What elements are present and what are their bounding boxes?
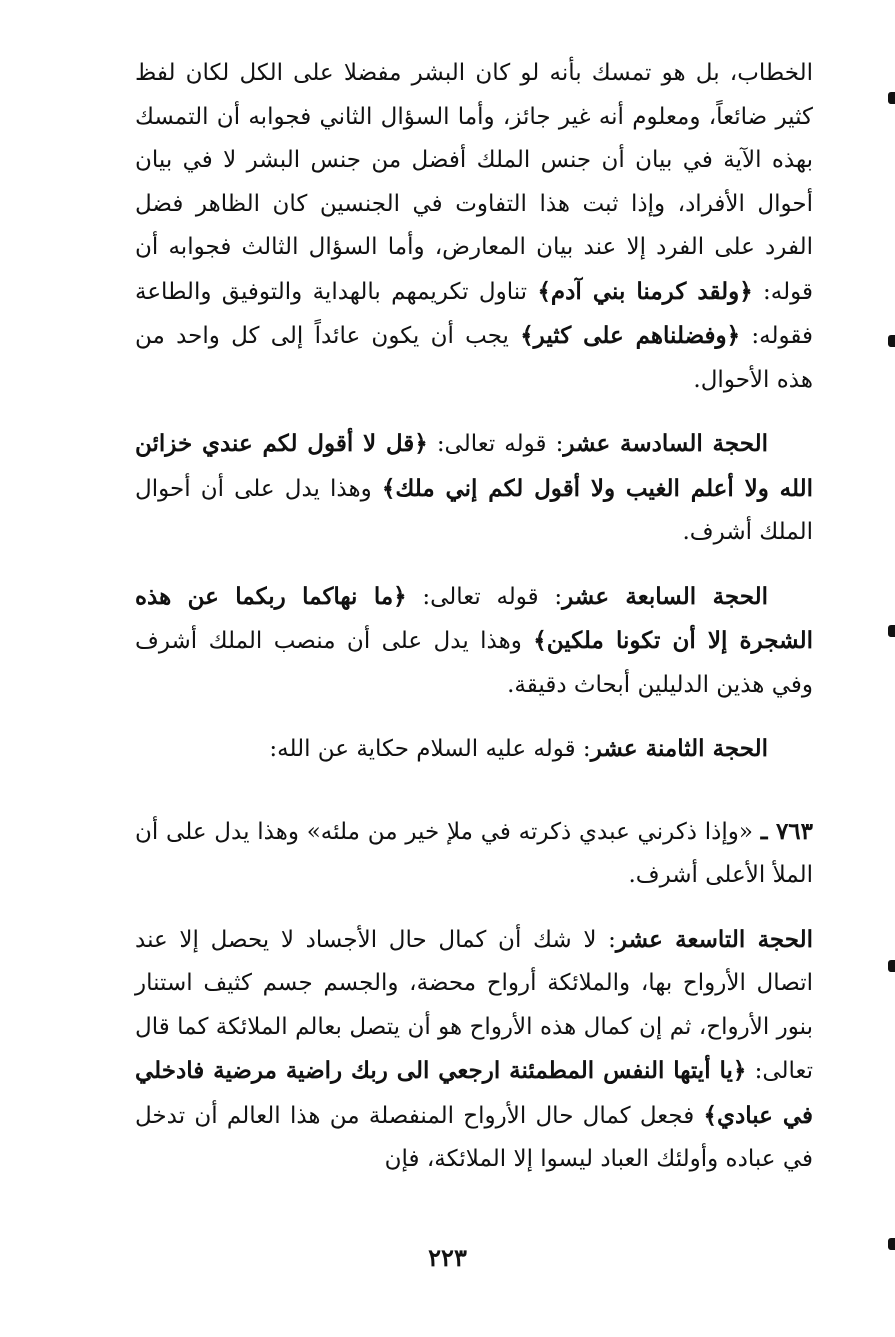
text-segment: فجعل كمال حال الأرواح المنفصلة من هذا العالم أن تدخل في عباده وأولئك العباد ليسوا إلا الملائكة، فإن — [135, 1102, 813, 1172]
text-segment: تناول تكريمهم بالهداية والتوفيق والطاعة فقوله: — [135, 278, 813, 349]
bold-text-segment: ٧٦٣ ـ — [760, 817, 814, 845]
hadith-763 — [135, 810, 813, 898]
bold-text-segment: ﴿ما نهاكما ربكما عن هذه الشجرة إلا أن تكونا ملكين﴾ — [135, 582, 814, 654]
text-segment: وهذا يدل على أن أحوال الملك أشرف. — [135, 475, 813, 545]
paragraph-6 — [135, 918, 813, 1182]
page-body — [135, 52, 813, 1182]
bold-text-segment: الحجة التاسعة عشر — [615, 925, 814, 953]
text-segment: : لا شك أن كمال حال الأجساد لا يحصل إلا عند اتصال الأرواح بها، والملائكة أرواح محضة، والجسم جسم كثيف استنار بنور الأرواح، ثم إن كمال هذه الأرواح هو أن يتصل بعالم الملائكة كما قال تعالى: — [135, 926, 813, 1084]
bold-text-segment: ﴿ولقد كرمنا بني آدم﴾ — [537, 277, 753, 305]
scan-edge-mark — [888, 1238, 895, 1250]
paragraph-1 — [135, 52, 813, 402]
text-segment: وهذا يدل على أن منصب الملك أشرف وفي هذين الدليلين أبحاث دقيقة. — [135, 628, 813, 698]
page-number: ٢٢٣ — [428, 1243, 467, 1272]
paragraph-3 — [135, 575, 813, 708]
text-segment: الخطاب، بل هو تمسك بأنه لو كان البشر مفضلا على الكل لكان لفظ كثير ضائعاً، ومعلوم أنه غير جائز، وأما السؤال الثاني فجوابه أن التمسك بهذه الآية في بيان أن جنس الملك أفضل من جنس البشر لا في بيان أحوال الأفراد، وإذا ثبت هذا التفاوت في الجنسين كان الظاهر فضل الفرد على الفرد إلا عند بيان المعارض، وأما السؤال الثالث فجوابه أن قوله: — [135, 60, 814, 305]
text-segment: : قوله تعالى: — [427, 431, 564, 457]
scan-edge-mark — [888, 960, 895, 972]
text-segment: : قوله تعالى: — [406, 583, 563, 610]
scan-edge-mark — [888, 625, 895, 637]
text-segment: «وإذا ذكرني عبدي ذكرته في ملإ خير من ملئه» وهذا يدل على أن الملأ الأعلى أشرف. — [135, 818, 813, 888]
bold-text-segment: ﴿قل لا أقول لكم عندي خزائن الله ولا أعلم الغيب ولا أقول لكم إني ملك﴾ — [135, 430, 814, 502]
paragraph-4 — [135, 727, 813, 772]
text-segment: : قوله عليه السلام حكاية عن الله: — [269, 736, 591, 762]
scan-edge-mark — [888, 92, 895, 104]
bold-text-segment: ﴿يا أيتها النفس المطمئنة ارجعي الى ربك راضية مرضية فادخلي في عبادي﴾ — [135, 1057, 813, 1129]
bold-text-segment: ﴿وفضلناهم على كثير﴾ — [520, 322, 741, 349]
bold-text-segment: الحجة السادسة عشر — [563, 430, 768, 457]
paragraph-2 — [135, 422, 813, 555]
text-segment: يجب أن يكون عائداً إلى كل واحد من هذه الأحوال. — [135, 323, 813, 393]
scan-edge-mark — [888, 335, 895, 347]
bold-text-segment: الحجة الثامنة عشر — [590, 735, 768, 762]
bold-text-segment: الحجة السابعة عشر — [562, 582, 768, 610]
